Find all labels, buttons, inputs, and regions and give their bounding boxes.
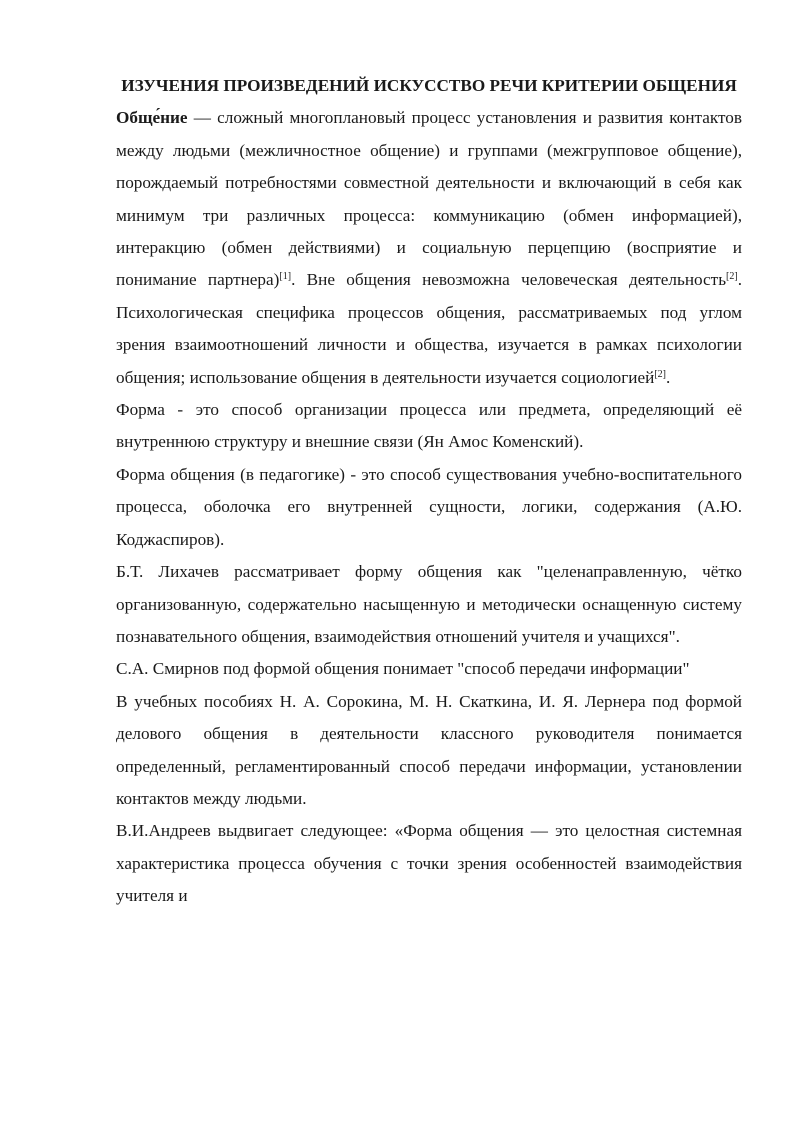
paragraph-form-komensky: Форма - это способ организации процесса или предмета, определяющий её внутреннюю структуру и внешние связи (Ян Амос Коменский).	[116, 400, 742, 452]
paragraph-definition	[116, 102, 742, 394]
definition-text-3: . Психологическая специфика процессов общения, рассматриваемых под углом зрения взаимоотношений личности и общества, изучается в рамках психологии общения; использование общения в деятельности изучается социологией	[116, 270, 742, 387]
paragraph-smirnov: С.А. Смирнов под формой общения понимает "способ передачи информации"	[116, 659, 690, 679]
paragraph-sorokin: В учебных пособиях Н. А. Сорокина, М. Н. Скаткина, И. Я. Лернера под формой делового общения в деятельности классного руководителя понимается определенный, регламентированный способ передачи информации, установлении контактов между людьми.	[116, 691, 742, 808]
paragraph-form-kodzhaspirov: Форма общения (в педагогике) - это способ существования учебно-воспитательного процесса, оболочка его внутренней сущности, логики, содержания (А.Ю. Коджаспиров).	[116, 464, 742, 549]
footnote-ref-2[interactable]: [2]	[726, 271, 738, 283]
definition-text-1: — сложный многоплановый процесс установления и развития контактов между людьми (межличностное общение) и группами (межгрупповое общение), порождаемый потребностями совместной деятельности и включающий в себя как минимум три различных процесса: коммуникацию (обмен информацией), интеракцию (обмен действиями) и социальную перцепцию (восприятие и понимание партнера)	[116, 108, 742, 290]
definition-text-4: .	[665, 367, 671, 387]
term-obshchenie: Обще́ние	[116, 108, 188, 128]
document-title: ИЗУЧЕНИЯ ПРОИЗВЕДЕНИЙ ИСКУССТВО РЕЧИ КРИТЕРИИ ОБЩЕНИЯ	[121, 76, 737, 95]
footnote-ref-1[interactable]: [1]	[279, 271, 292, 283]
paragraph-andreev: В.И.Андреев выдвигает следующее: «Форма общения — это целостная системная характеристика процесса обучения с точки зрения особенностей взаимодействия учителя и	[116, 821, 742, 906]
paragraph-likhachev: Б.Т. Лихачев рассматривает форму общения как "целенаправленную, чётко организованную, содержательно насыщенную и методически оснащенную систему познавательного общения, взаимодействия отношений учителя и учащихся".	[116, 562, 742, 646]
footnote-ref-3[interactable]: [2]	[654, 368, 666, 380]
definition-text-2: . Вне общения невозможна человеческая деятельность	[291, 270, 727, 290]
